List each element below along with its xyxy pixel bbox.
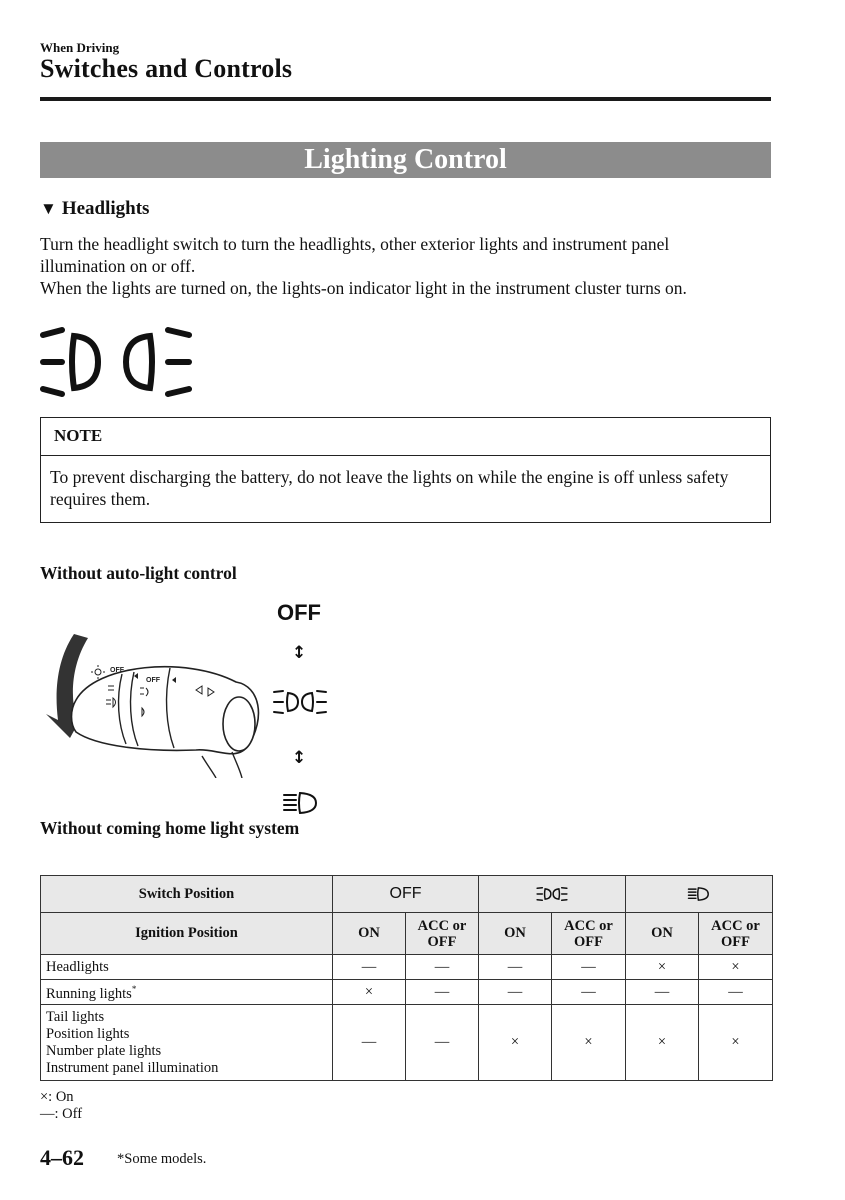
- ignition-position-header: Ignition Position: [41, 913, 333, 955]
- table-cell: ×: [699, 955, 773, 980]
- table-cell: —: [626, 980, 699, 1005]
- note-header: [41, 418, 770, 456]
- table-cell: ×: [626, 955, 699, 980]
- table-header-row: [41, 876, 773, 913]
- note-text: To prevent discharging the battery, do not leave the lights on while the engine is off unless safety requires them.: [50, 467, 729, 509]
- table-cell: —: [552, 955, 626, 980]
- headlights-heading: [40, 198, 149, 220]
- intro-paragraph: [40, 233, 780, 299]
- switch-off-header: OFF: [333, 876, 479, 913]
- headlight-icon: [282, 790, 320, 816]
- intro-line-3: When the lights are turned on, the lights-on indicator light in the instrument cluster turns on.: [40, 278, 687, 298]
- ignition-header-row: [41, 913, 773, 955]
- table-cell: —: [406, 1005, 479, 1081]
- switch-side-lights-header: [479, 876, 626, 913]
- note-heading: NOTE: [54, 426, 103, 445]
- row-label: Running lights*: [41, 980, 333, 1005]
- intro-line-1: Turn the headlight switch to turn the headlights, other exterior lights and instrument panel: [40, 234, 670, 254]
- switch-headlights-header: [626, 876, 773, 913]
- side-lights-icon: [536, 886, 568, 902]
- table-cell: —: [406, 980, 479, 1005]
- table-cell: ×: [333, 980, 406, 1005]
- lights-on-indicator-icon: [40, 326, 192, 398]
- side-lights-icon: [272, 688, 328, 716]
- table-cell: ×: [626, 1005, 699, 1081]
- without-coming-home-heading: Without coming home light system: [40, 818, 300, 838]
- footnote-mark: *: [131, 984, 137, 995]
- page-number: 4–62: [40, 1145, 84, 1170]
- table-cell: ×: [552, 1005, 626, 1081]
- ignition-on-header: ON: [626, 913, 699, 955]
- headlight-icon: [687, 886, 711, 902]
- table-cell: ×: [479, 1005, 552, 1081]
- row-label: Headlights: [41, 955, 333, 980]
- legend-on: ×: On: [40, 1089, 74, 1105]
- without-auto-light-heading: Without auto-light control: [40, 563, 237, 583]
- row-label: Tail lights Position lights Number plate lights Instrument panel illumination: [41, 1005, 333, 1081]
- ignition-on-header: ON: [479, 913, 552, 955]
- table-cell: —: [552, 980, 626, 1005]
- switch-position-off-label: OFF: [277, 600, 321, 625]
- table-cell: —: [699, 980, 773, 1005]
- table-cell: —: [479, 980, 552, 1005]
- table-cell: —: [333, 1005, 406, 1081]
- table-row: [41, 980, 773, 1005]
- table-cell: —: [406, 955, 479, 980]
- page-title: Switches and Controls: [40, 54, 293, 83]
- triangle-down-icon: ▼: [40, 199, 57, 218]
- ignition-acc-off-header: ACC or OFF: [699, 913, 773, 955]
- ignition-acc-off-header: ACC or OFF: [552, 913, 626, 955]
- intro-line-2: illumination on or off.: [40, 256, 196, 276]
- lighting-table: [40, 875, 773, 1081]
- table-row: [41, 955, 773, 980]
- table-row: [41, 1005, 773, 1081]
- section-label: When Driving: [40, 40, 120, 55]
- table-cell: ×: [699, 1005, 773, 1081]
- section-banner: Lighting Control: [40, 142, 771, 178]
- footnote: *Some models.: [117, 1151, 207, 1167]
- table-cell: —: [479, 955, 552, 980]
- ignition-acc-off-header: ACC or OFF: [406, 913, 479, 955]
- headlights-heading-text: Headlights: [61, 198, 150, 219]
- title-rule: [40, 97, 771, 101]
- table-cell: —: [333, 955, 406, 980]
- legend-off: —: Off: [40, 1106, 83, 1122]
- ignition-on-header: ON: [333, 913, 406, 955]
- svg-text:OFF: OFF: [110, 667, 124, 674]
- svg-text:OFF: OFF: [146, 677, 160, 684]
- headlight-switch-stalk-illustration: [36, 628, 261, 778]
- switch-position-header: Switch Position: [41, 876, 333, 913]
- up-down-arrow-icon: ↕: [292, 748, 307, 768]
- table-legend: [40, 1089, 82, 1123]
- note-box: [40, 417, 771, 523]
- up-down-arrow-icon: ↕: [292, 643, 307, 663]
